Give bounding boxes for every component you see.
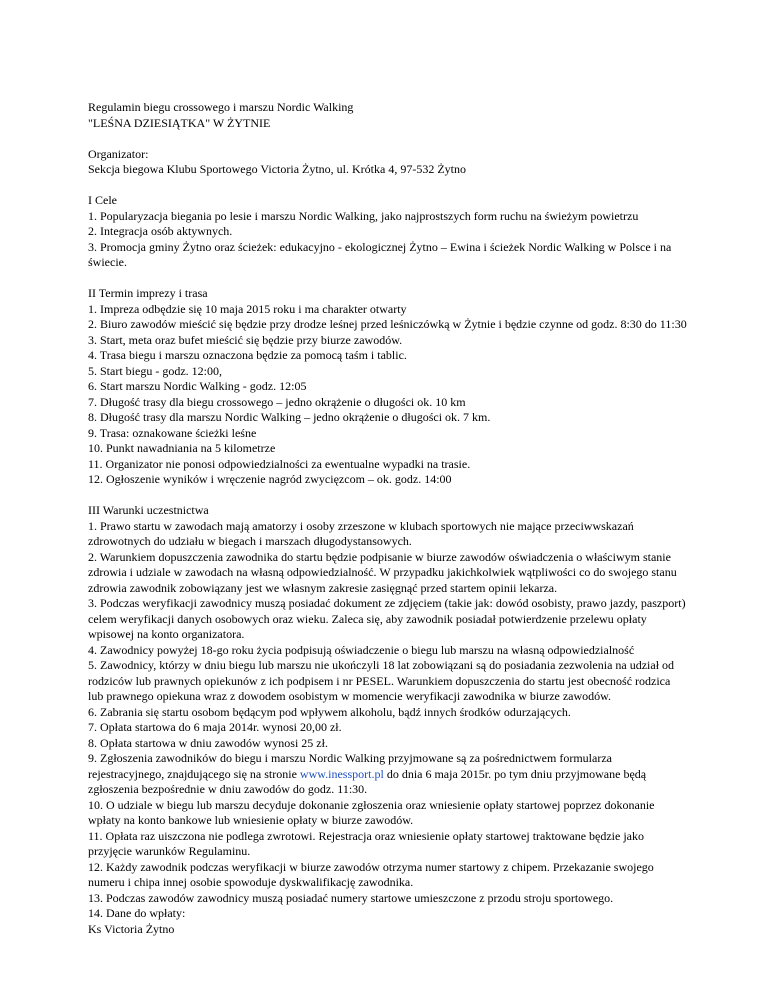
section-heading: III Warunki uczestnictwa <box>88 503 209 517</box>
list-item: 12. Ogłoszenie wyników i wręczenie nagród zwycięzcom – ok. godz. 14:00 <box>88 472 452 486</box>
list-item-registration <box>88 751 688 798</box>
section-heading: I Cele <box>88 193 117 207</box>
list-item: 2. Warunkiem dopuszczenia zawodnika do startu będzie podpisanie w biurze zawodów oświadczenia o właściwym stanie zdrowia i udziale w zawodach na własną odpowiedzialność. W przypadku jakichkolwiek wątpliwości co do swojego stanu zdrowia zawodnik zobowiązany jest we własnym zakresie zasięgnąć przed startem opinii lekarza. <box>88 549 677 595</box>
list-item: 14. Dane do wpłaty: <box>88 906 186 920</box>
document-content <box>88 100 688 953</box>
registration-text-after: do dnia 6 maja 2015r. po tym dniu przyjmowane będą zgłoszenia bezpośrednie w dniu zawodów do godz. 11:30. <box>88 766 647 796</box>
section-conditions <box>88 503 688 937</box>
list-item: 10. Punkt nawadniania na 5 kilometrze <box>88 441 276 455</box>
list-item: 11. Organizator nie ponosi odpowiedzialności za ewentualne wypadki na trasie. <box>88 456 471 471</box>
section-goals <box>88 193 688 271</box>
list-item: 13. Podczas zawodów zawodnicy muszą posiadać numery startowe umieszczone z przodu stroju sportowego. <box>88 890 614 905</box>
section-heading: II Termin imprezy i trasa <box>88 286 208 300</box>
list-item: 1. Prawo startu w zawodach mają amatorzy i osoby zrzeszone w klubach sportowych nie mające przeciwwskazań zdrowotnych do udziału w biegach i marszach długodystansowych. <box>88 518 634 548</box>
list-item: 11. Opłata raz uiszczona nie podlega zwrotowi. Rejestracja oraz wniesienie opłaty startowej traktowane będzie jako przyjęcie warunków Regulaminu. <box>88 828 644 858</box>
list-item: Ks Victoria Żytno <box>88 921 175 936</box>
list-item: 4. Zawodnicy powyżej 18-go roku życia podpisują oświadczenie o biegu lub marszu na własną odpowiedzialność <box>88 642 635 657</box>
title-line-1: Regulamin biegu crossowego i marszu Nordic Walking <box>88 100 354 114</box>
list-item: 8. Długość trasy dla marszu Nordic Walking – jedno okrążenie o długości ok. 7 km. <box>88 410 491 424</box>
list-item: 10. O udziale w biegu lub marszu decyduje dokonanie zgłoszenia oraz wniesienie opłaty startowej poprzez dokonanie wpłaty na konto bankowe lub wniesienie opłaty w biurze zawodów. <box>88 797 655 827</box>
list-item: 7. Długość trasy dla biegu crossowego – jedno okrążenie o długości ok. 10 km <box>88 394 466 409</box>
registration-link[interactable]: www.inessport.pl <box>299 766 384 781</box>
list-item: 2. Integracja osób aktywnych. <box>88 224 233 238</box>
title-line-2: "LEŚNA DZIESIĄTKA" W ŻYTNIE <box>88 115 271 130</box>
list-item: 5. Start biegu - godz. 12:00, <box>88 363 222 378</box>
list-item: 1. Popularyzacja biegania po lesie i marszu Nordic Walking, jako najprostszych form ruchu na świeżym powietrzu <box>88 208 639 223</box>
document-title <box>88 100 688 131</box>
registration-text-before: 9. Zgłoszenia zawodników do biegu i marszu Nordic Walking przyjmowane są za pośrednictwem formularza rejestracyjnego, znajdującego się na stronie <box>88 751 612 781</box>
list-item: 1. Impreza odbędzie się 10 maja 2015 roku i ma charakter otwarty <box>88 301 407 316</box>
list-item: 3. Promocja gminy Żytno oraz ścieżek: edukacyjno - ekologicznej Żytno – Ewina i ścieżek Nordic Walking w Polsce i na świecie. <box>88 239 672 269</box>
list-item: 3. Podczas weryfikacji zawodnicy muszą posiadać dokument ze zdjęciem (takie jak: dowód osobisty, prawo jazdy, paszport) celem weryfikacji danych osobowych oraz wieku. Zaleca się, aby zawodnik posiadał potwierdzenie przelewu opłaty wpisowej na konto organizatora. <box>88 596 686 641</box>
list-item: 9. Trasa: oznakowane ścieżki leśne <box>88 425 257 440</box>
list-item: 7. Opłata startowa do 6 maja 2014r. wynosi 20,00 zł. <box>88 720 342 734</box>
organizer-heading: Organizator: <box>88 146 149 161</box>
list-item: 6. Start marszu Nordic Walking - godz. 12:05 <box>88 379 307 393</box>
list-item: 8. Opłata startowa w dniu zawodów wynosi 25 zł. <box>88 735 328 750</box>
list-item: 5. Zawodnicy, którzy w dniu biegu lub marszu nie ukończyli 18 lat zobowiązani są do posiadania zezwolenia na udział od rodziców lub prawnych opiekunów z ich podpisem i nr PESEL. Warunkiem dopuszczenia do startu jest obecność rodzica lub prawnego opiekuna wraz z dowodem osobistym w momencie weryfikacji zawodnika w biurze zawodów. <box>88 658 675 703</box>
list-item: 12. Każdy zawodnik podczas weryfikacji w biurze zawodów otrzyma numer startowy z chipem. Przekazanie swojego numeru i chipa innej osobie spowoduje dyskwalifikację zawodnika. <box>88 859 654 889</box>
list-item: 4. Trasa biegu i marszu oznaczona będzie za pomocą taśm i tablic. <box>88 348 407 362</box>
section-schedule <box>88 286 688 488</box>
organizer-text: Sekcja biegowa Klubu Sportowego Victoria Żytno, ul. Krótka 4, 97-532 Żytno <box>88 162 466 176</box>
organizer-block <box>88 147 688 178</box>
list-item: 6. Zabrania się startu osobom będącym pod wpływem alkoholu, bądź innych środków odurzających. <box>88 704 571 719</box>
list-item: 3. Start, meta oraz bufet mieścić się będzie przy biurze zawodów. <box>88 332 403 347</box>
list-item: 2. Biuro zawodów mieścić się będzie przy drodze leśnej przed leśniczówką w Żytnie i będzie czynne od godz. 8:30 do 11:30 <box>88 317 687 331</box>
